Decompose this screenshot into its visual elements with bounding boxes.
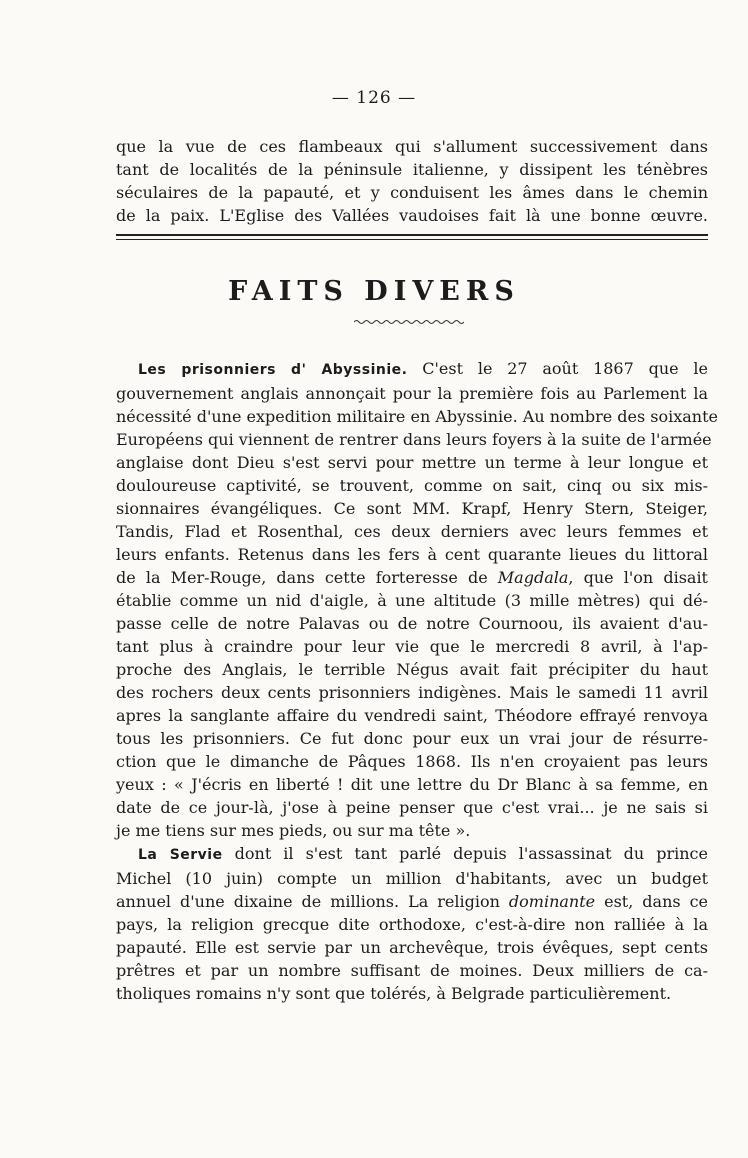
text-line: tant plus à craindre pour leur vie que le mercredi 8 avril, à l'ap-	[116, 637, 708, 656]
text-line: des rochers deux cents prisonniers indigènes. Mais le samedi 11 avril	[116, 683, 708, 702]
text-run: est, dans ce	[604, 892, 709, 911]
text-line: prêtres et par un nombre suffisant de moines. Deux milliers de ca-	[116, 961, 708, 980]
text-line: leurs enfants. Retenus dans les fers à cent quarante lieues du littoral	[116, 545, 708, 564]
text-line: tous les prisonniers. Ce fut donc pour eux un vrai jour de résurre-	[116, 729, 708, 748]
place-name-italic: Magdala	[497, 568, 569, 587]
text-line: que la vue de ces flambeaux qui s'allument successivement dans	[116, 137, 708, 156]
page-number: — 126 —	[331, 88, 417, 108]
article-text: dont il s'est tant parlé depuis l'assassinat du prince	[234, 844, 708, 863]
text-line: date de ce jour-là, j'ose à peine penser que c'est vrai... je ne sais si	[116, 798, 708, 817]
text-line: passe celle de notre Palavas ou de notre Cournoou, ils avaient d'au-	[116, 614, 708, 633]
faits-divers-body	[116, 357, 719, 1005]
text-line: tholiques romains n'y sont que tolérés, à Belgrade particulièrement.	[116, 984, 672, 1003]
text-line: Tandis, Flad et Rosenthal, ces deux derniers avec leurs femmes et	[116, 522, 708, 541]
text-line: pays, la religion grecque dite orthodoxe, c'est-à-dire non ralliée à la	[116, 915, 708, 934]
text-line: nécessité d'une expedition militaire en Abyssinie. Au nombre des soixante	[116, 407, 719, 426]
text-line: Européens qui viennent de rentrer dans leurs foyers à la suite de l'armée	[116, 430, 712, 449]
text-line: je me tiens sur mes pieds, ou sur ma tête ».	[116, 821, 471, 840]
text-line: douloureuse captivité, se trouvent, comme on sait, cinq ou six mis-	[116, 476, 708, 495]
text-line-dominante	[116, 890, 708, 913]
text-line: anglaise dont Dieu s'est servi pour mettre un terme à leur longue et	[116, 453, 708, 472]
emphasis-italic: dominante	[508, 892, 596, 911]
section-title: FAITS DIVERS	[228, 276, 520, 307]
text-line-magdala	[116, 566, 708, 589]
text-line: tant de localités de la péninsule italienne, y dissipent les ténèbres	[116, 160, 708, 179]
text-line: apres la sanglante affaire du vendredi saint, Théodore effrayé renvoya	[116, 706, 708, 725]
article-text: C'est le 27 août 1867 que le	[422, 359, 708, 378]
article-first-line	[116, 842, 708, 867]
text-line: Michel (10 juin) compte un million d'habitants, avec un budget	[116, 869, 708, 888]
article-heading-abyssinie: Les prisonniers d' Abyssinie.	[138, 362, 408, 378]
text-run: , que l'on disait	[568, 568, 708, 587]
intro-paragraph	[116, 135, 708, 227]
text-run: annuel d'une dixaine de millions. La religion	[116, 892, 500, 911]
text-line: proche des Anglais, le terrible Négus avait fait précipiter du haut	[116, 660, 708, 679]
wavy-ornament-divider	[354, 318, 464, 326]
article-heading-servie: La Servie	[138, 847, 223, 863]
text-line: sionnaires évangéliques. Ce sont MM. Krapf, Henry Stern, Steiger,	[116, 499, 708, 518]
text-line: séculaires de la papauté, et y conduisent les âmes dans le chemin	[116, 183, 708, 202]
text-line: gouvernement anglais annonçait pour la première fois au Parlement la	[116, 384, 708, 403]
text-line: papauté. Elle est servie par un archevêque, trois évêques, sept cents	[116, 938, 708, 957]
article-first-line	[116, 357, 708, 382]
text-line: de la paix. L'Eglise des Vallées vaudoises fait là une bonne œuvre.	[116, 206, 708, 225]
text-line: ction que le dimanche de Pâques 1868. Ils n'en croyaient pas leurs	[116, 752, 708, 771]
text-line: yeux : « J'écris en liberté ! dit une lettre du Dr Blanc à sa femme, en	[116, 775, 708, 794]
double-rule-divider	[116, 234, 708, 240]
text-run: de la Mer-Rouge, dans cette forteresse de	[116, 568, 488, 587]
text-line: établie comme un nid d'aigle, à une altitude (3 mille mètres) qui dé-	[116, 591, 708, 610]
